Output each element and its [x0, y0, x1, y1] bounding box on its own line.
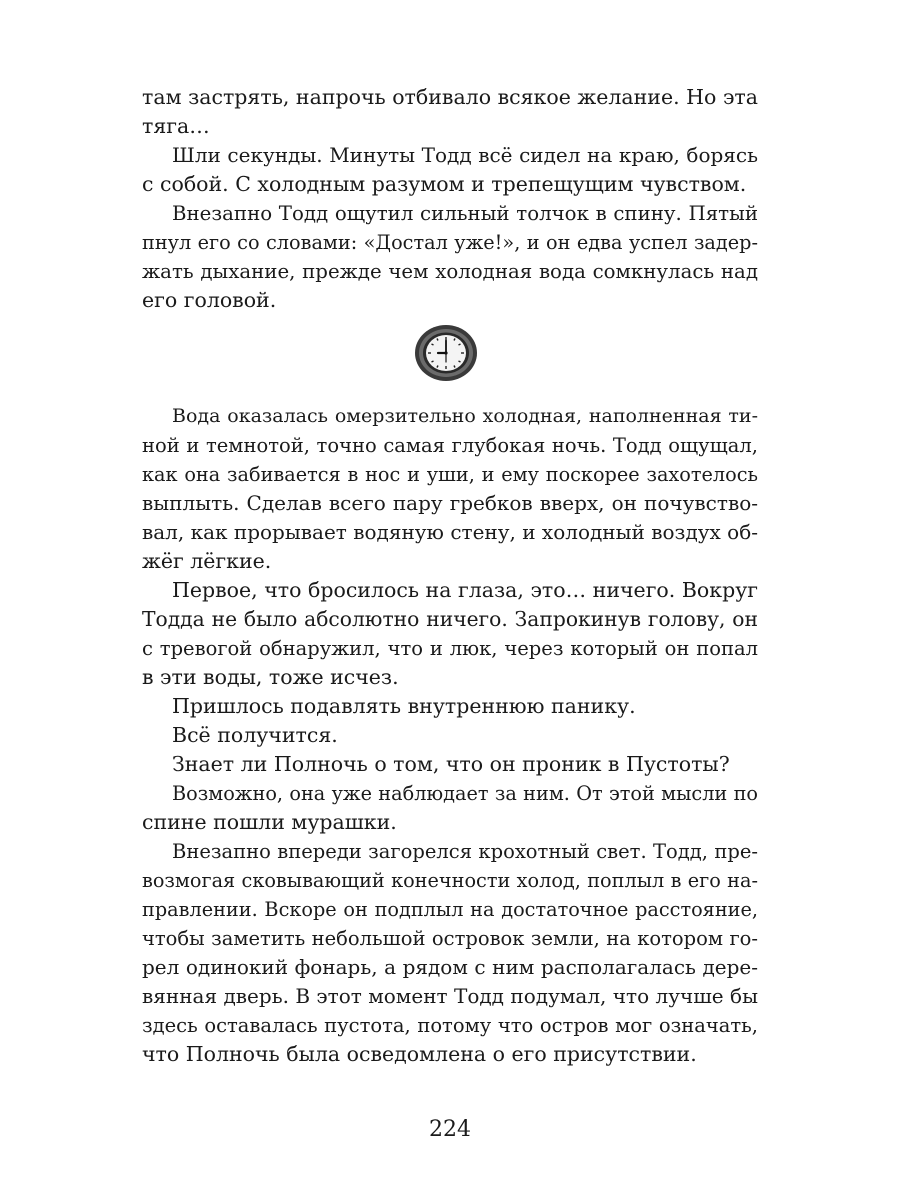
text-line: с собой. С холодным разумом и трепещущим чувством.	[142, 172, 747, 196]
text-line: вал, как прорывает водяную стену, и холодный воздух об-	[142, 520, 759, 544]
text-line: пнул его со словами: «Достал уже!», и он едва успел задер-	[142, 231, 758, 254]
text-line: здесь оставалась пустота, потому что остров мог означать,	[142, 1014, 758, 1037]
text-line: Внезапно впереди загорелся крохотный свет. Тодд, пре-	[172, 840, 758, 863]
text-block-top	[142, 83, 758, 315]
text-line: рел одинокий фонарь, а рядом с ним располагалась дере-	[142, 955, 758, 979]
text-line: Вода оказалась омерзительно холодная, наполненная ти-	[172, 405, 758, 427]
text-line: правлении. Вскоре он подплыл на достаточное расстояние,	[142, 898, 758, 921]
text-line: чтобы заметить небольшой островок земли, на котором го-	[142, 927, 758, 950]
page-number: 224	[429, 1117, 471, 1142]
text-line: тяга…	[142, 114, 210, 138]
text-block-bottom	[142, 402, 758, 1069]
text-line: выплыть. Сделав всего пару гребков вверх, он почувство-	[142, 491, 758, 515]
text-line: в эти воды, тоже исчез.	[142, 665, 399, 689]
text-line: Первое, что бросилось на глаза, это… ничего. Вокруг	[172, 578, 758, 602]
text-line: Шли секунды. Минуты Тодд всё сидел на краю, борясь	[172, 143, 758, 167]
text-line: Всё получится.	[172, 723, 338, 747]
text-line: что Полночь была осведомлена о его присутствии.	[142, 1042, 697, 1066]
text-line: Возможно, она уже наблюдает за ним. От этой мысли по	[172, 782, 758, 805]
text-line: ной и темнотой, точно самая глубокая ночь. Тодд ощущал,	[142, 434, 758, 457]
text-line: там застрять, напрочь отбивало всякое желание. Но эта	[142, 85, 758, 109]
text-line: его головой.	[142, 288, 277, 312]
text-line: жёг лёгкие.	[142, 549, 272, 573]
text-line: как она забивается в нос и уши, и ему поскорее захотелось	[142, 463, 758, 486]
text-line: жать дыхание, прежде чем холодная вода сомкнулась над	[142, 260, 758, 283]
text-line: Знает ли Полночь о том, что он проник в Пустоты?	[172, 752, 730, 776]
text-line: спине пошли мурашки.	[142, 810, 397, 834]
text-line: Тодда не было абсолютно ничего. Запрокинув голову, он	[142, 607, 758, 631]
text-line: Внезапно Тодд ощутил сильный толчок в спину. Пятый	[172, 202, 758, 225]
pocket-watch-icon	[412, 322, 480, 382]
text-line: возмогая сковывающий конечности холод, поплыл в его на-	[142, 869, 758, 892]
text-line: с тревогой обнаружил, что и люк, через который он попал	[142, 637, 758, 660]
text-line: вянная дверь. В этот момент Тодд подумал, что лучше бы	[142, 984, 758, 1008]
text-line: Пришлось подавлять внутреннюю панику.	[172, 694, 636, 718]
